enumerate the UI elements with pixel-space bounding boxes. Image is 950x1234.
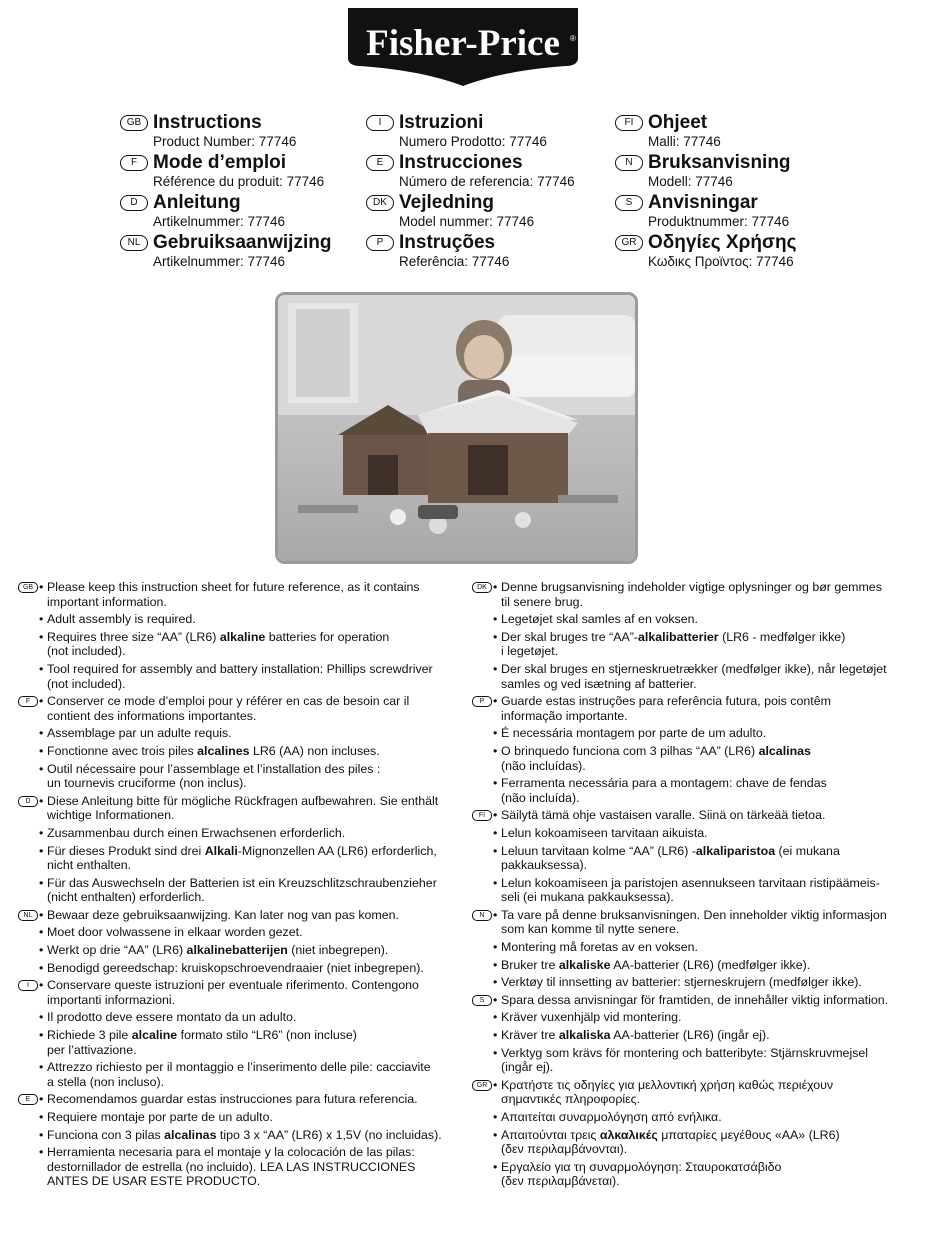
bullet-item: • Ta vare på denne bruksanvisningen. Den inneholder viktig informasjon som kan komme til nytte senere. [493,907,887,937]
bullet-item: • Conservare queste istruzioni per eventuale riferimento. Contengono importanti informazioni. [39,978,419,1007]
bullet-item: • Herramienta necesaria para el montaje y la colocación de las pilas: destornillador de estrella (no incluido). LEA LAS INSTRUCCIONES ANTES DE USAR ESTE PRODUCTO. [39,1145,416,1189]
language-badge: P [472,696,492,707]
language-badge: GB [18,582,38,593]
language-badge: I [18,980,38,991]
header-subtitle: Malli: 77746 [648,134,721,149]
header-subtitle: Artikelnummer: 77746 [153,254,286,269]
bullet-item: • Diese Anleitung bitte für mögliche Rückfragen aufbewahren. Sie enthält wichtige Informationen. [39,793,439,823]
bullet-item: • Für dieses Produkt sind drei Alkali-Mignonzellen AA (LR6) erforderlich, nicht enthalten. [39,843,437,873]
section-s [472,993,937,1075]
section-i [18,978,463,1089]
section-f [18,694,463,791]
language-badge: NL [18,910,38,921]
bullet-item: • Fonctionne avec trois piles alcalines LR6 (AA) non incluses. [39,743,380,758]
language-badge: GB [120,115,148,131]
logo-text: Fisher-Price [366,23,560,64]
bullet-item: • Bewaar deze gebruiksaanwijzing. Kan later nog van pas komen. [39,907,399,922]
bullet-item: • Tool required for assembly and battery installation: Phillips screwdriver (not included). [39,661,433,691]
bullet-item: • Kräver vuxenhjälp vid montering. [493,1010,682,1025]
language-badge: DK [472,582,492,593]
section-p [472,694,937,805]
bullet-item: • Richiede 3 pile alcaline formato stilo “LR6” (non incluse) per l’attivazione. [39,1028,357,1057]
bullet-item: • Requiere montaje por parte de un adulto. [39,1110,273,1124]
section-d [18,794,463,905]
bullet-item: • Lelun kokoamiseen tarvitaan aikuista. [493,825,708,840]
bullet-item: • Der skal bruges tre “AA”-alkalibatterier (LR6 - medfølger ikke) i legetøjet. [493,629,846,659]
header-title: Ohjeet [648,112,708,133]
language-badge: P [366,235,394,251]
bullet-item: • Assemblage par un adulte requis. [39,726,232,741]
language-badge: GR [615,235,643,251]
header-subtitle: Número de referencia: 77746 [399,174,575,189]
section-gr [472,1078,937,1189]
header-title: Gebruiksaanwijzing [153,232,332,253]
instructions-right-column [472,580,937,1192]
section-gb [18,580,463,691]
language-badge: NL [120,235,148,251]
bullet-item: • Werkt op drie “AA” (LR6) alkalinebatterijen (niet inbegrepen). [39,943,389,958]
header-subtitle: Référence du produit: 77746 [153,174,325,189]
language-badge: F [120,155,148,171]
fisher-price-logo [340,8,586,86]
language-badge: GR [472,1080,492,1091]
header-subtitle: Κωδικς Προϊντος: 77746 [648,254,794,269]
section-e [18,1092,463,1189]
bullet-item: • Der skal bruges en stjerneskruetrækker (medfølger ikke), når legetøjet samles og ved isætning af batterier. [493,661,887,691]
product-photo [275,292,638,564]
language-badge: D [18,796,38,807]
language-badge: E [18,1094,38,1105]
language-badge: E [366,155,394,171]
bullet-item: • Denne brugsanvisning indeholder vigtige oplysninger og bør gemmes til senere brug. [493,580,882,609]
bullet-item: • Attrezzo richiesto per il montaggio e l’inserimento delle pile: cacciavite a stella (non incluso). [39,1060,431,1089]
header-title: Anleitung [153,192,241,213]
section-fi [472,808,937,905]
language-badge: S [472,995,492,1006]
bullet-item: • Für das Auswechseln der Batterien ist ein Kreuzschlitzschraubenzieher (nicht enthalten) erforderlich. [39,875,437,905]
bullet-item: • Απαιτείται συναρμολόγηση από ενήλικα. [493,1110,722,1124]
bullet-item: • Adult assembly is required. [39,612,196,627]
header-subtitle: Model nummer: 77746 [399,214,535,229]
bullet-item: • Bruker tre alkaliske AA-batterier (LR6) (medfølger ikke). [493,957,811,972]
bullet-item: • Ferramenta necessária para a montagem: chave de fendas (não incluída). [493,776,827,805]
language-badge: DK [366,195,394,211]
bullet-item: • Please keep this instruction sheet for future reference, as it contains important information. [39,580,420,609]
bullet-item: • Spara dessa anvisningar för framtiden, de innehåller viktig information. [493,992,889,1007]
bullet-item: • Απαιτούνται τρεις αλκαλικές μπαταρίες μεγέθους «AA» (LR6) (δεν περιλαμβάνονται). [493,1127,840,1157]
bullet-item: • Εργαλείο για τη συναρμολόγηση: Σταυροκατσάβιδο (δεν περιλαμβάνεται). [493,1159,782,1189]
bullet-item: • Säilytä tämä ohje vastaisen varalle. Siinä on tärkeää tietoa. [493,808,826,823]
bullet-item: • O brinquedo funciona com 3 pilhas “AA” (LR6) alcalinas (não incluídas). [493,743,811,773]
bullet-item: • Moet door volwassene in elkaar worden gezet. [39,925,303,940]
header-title: Vejledning [399,192,495,213]
bullet-item: • É necessária montagem por parte de um adulto. [493,726,767,741]
bullet-item: • Zusammenbau durch einen Erwachsenen erforderlich. [39,825,346,840]
bullet-item: • Il prodotto deve essere montato da un adulto. [39,1010,297,1025]
bullet-item: • Funciona con 3 pilas alcalinas tipo 3 x “AA” (LR6) x 1,5V (no incluidas). [39,1127,442,1142]
bullet-item: • Verktøy til innsetting av batterier: stjerneskrujern (medfølger ikke). [493,975,862,990]
header-title: Anvisningar [648,192,758,213]
header-subtitle: Referência: 77746 [399,254,510,269]
header-subtitle: Artikelnummer: 77746 [153,214,286,229]
header-title: Instrucciones [399,152,523,173]
header-title: Instructions [153,112,262,133]
bullet-item: • Guarde estas instruções para referência futura, pois contêm informação importante. [493,694,831,723]
bullet-item: • Benodigd gereedschap: kruiskopschroevendraaier (niet inbegrepen). [39,960,424,975]
header-subtitle: Produktnummer: 77746 [648,214,790,229]
bullet-item: • Legetøjet skal samles af en voksen. [493,612,698,627]
bullet-item: • Κρατήστε τις οδηγίες για μελλοντική χρήση καθώς περιέχουν σημαντικές πληροφορίες. [493,1077,834,1107]
svg-text:®: ® [570,34,576,43]
bullet-item: • Requires three size “AA” (LR6) alkaline batteries for operation (not included). [39,629,390,659]
language-badge: FI [615,115,643,131]
language-badge: D [120,195,148,211]
language-badge: S [615,195,643,211]
bullet-item: • Outil nécessaire pour l’assemblage et l’installation des piles : un tournevis cruciforme (non inclus). [39,761,381,791]
language-badge: F [18,696,38,707]
header-subtitle: Modell: 77746 [648,174,733,189]
header-title: Istruzioni [399,112,484,133]
language-badge: N [615,155,643,171]
header-title: Οδηγίες Χρήσης [648,232,797,253]
header-subtitle: Product Number: 77746 [153,134,297,149]
header-title: Instruções [399,232,496,253]
section-nl [18,908,463,975]
instructions-left-column [18,580,463,1192]
header-subtitle: Numero Prodotto: 77746 [399,134,547,149]
language-badge: N [472,910,492,921]
bullet-item: • Leluun tarvitaan kolme “AA” (LR6) -alkaliparistoa (ei mukana pakkauksessa). [493,843,840,873]
bullet-item: • Recomendamos guardar estas instrucciones para futura referencia. [39,1092,418,1107]
section-dk [472,580,937,691]
language-badge: I [366,115,394,131]
bullet-item: • Montering må foretas av en voksen. [493,940,698,955]
language-badge: FI [472,810,492,821]
bullet-item: • Lelun kokoamiseen ja paristojen asennukseen tarvitaan ristipäämeis- seli (ei mukana pakkauksessa). [493,875,880,905]
header-title: Bruksanvisning [648,152,791,173]
section-n [472,908,937,990]
header-title: Mode d’emploi [153,152,286,173]
bullet-item: • Verktyg som krävs för montering och batteribyte: Stjärnskruvmejsel (ingår ej). [493,1045,869,1075]
bullet-item: • Kräver tre alkaliska AA-batterier (LR6) (ingår ej). [493,1028,770,1043]
bullet-item: • Conserver ce mode d’emploi pour y référer en cas de besoin car il contient des informations importantes. [39,694,410,723]
